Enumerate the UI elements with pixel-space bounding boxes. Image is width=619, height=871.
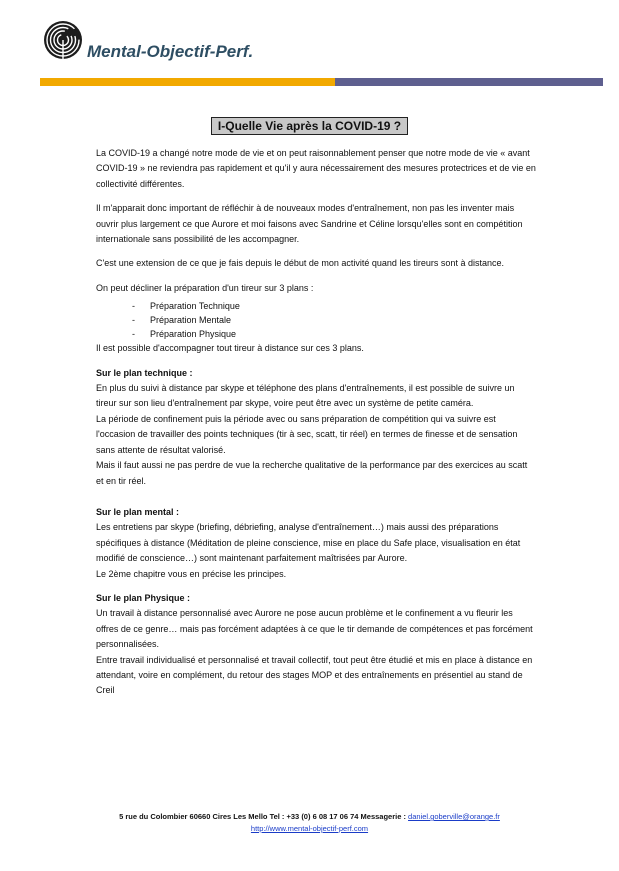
website-link[interactable]: http://www.mental-objectif-perf.com bbox=[250, 824, 369, 833]
paragraph: Le 2ème chapitre vous en précise les principes. bbox=[96, 568, 287, 579]
page-title: I-Quelle Vie après la COVID-19 ? bbox=[211, 117, 408, 135]
paragraph: Entre travail individualisé et personnalisé et travail collectif, tout peut être étudié et mis en place à distance en attendant, voire en complément, du retour des stages MOP et des entraînements en présentiel au stand de Creil bbox=[96, 654, 533, 696]
paragraph: Il est possible d'accompagner tout tireur à distance sur ces 3 plans. bbox=[96, 343, 364, 354]
paragraph: Un travail à distance personnalisé avec Aurore ne pose aucun problème et le confinement a vu fleurir les offres de ce genre… mais pas forcément adaptées à ce que le tir demande de compétences et pas forcément personnalisées. bbox=[96, 608, 533, 650]
list-item: - Préparation Technique bbox=[132, 299, 536, 313]
footer bbox=[0, 811, 619, 835]
paragraph: Les entretiens par skype (briefing, débriefing, analyse d'entraînement…) mais aussi des préparations spécifiques à distance (Méditation de pleine conscience, mise en place du Safe place, visualisation en état modifié de conscience…) sont maintenant parfaitement maîtrisées par Aurore. bbox=[96, 522, 521, 564]
section-heading-technique: Sur le plan technique : bbox=[96, 367, 193, 378]
list-item: - Préparation Mentale bbox=[132, 313, 536, 327]
section-heading-mental: Sur le plan mental : bbox=[96, 506, 180, 517]
section-heading-physique: Sur le plan Physique : bbox=[96, 592, 191, 603]
paragraph: La COVID-19 a changé notre mode de vie et on peut raisonnablement penser que notre mode de vie « avant COVID-19 » ne reviendra pas rapidement et qu'il y aura nécessairement des mesures protectrices et de vie en collectivité différentes. bbox=[96, 148, 536, 189]
paragraph: Mais il faut aussi ne pas perdre de vue la recherche qualitative de la performance par des exercices au scatt et en tir réel. bbox=[96, 460, 528, 486]
title-wrap bbox=[0, 117, 619, 135]
paragraph: La période de confinement puis la période avec ou sans préparation de compétition qui va suivre est l'occasion de travailler des points techniques (tir à sec, scatt, tir réel) en termes de finesse et de sensation sans attente de résultat valorisé. bbox=[96, 413, 518, 455]
paragraph: En plus du suivi à distance par skype et téléphone des plans d'entraînements, il est possible de suivre un tireur sur son lieu d'entraînement par skype, voire peut être avec un système de petite caméra. bbox=[96, 383, 515, 409]
document-body bbox=[96, 146, 536, 699]
header-bars bbox=[40, 78, 603, 86]
footer-address: 5 rue du Colombier 60660 Cires Les Mello Tel : +33 (0) 6 08 17 06 74 Messagerie : bbox=[119, 812, 409, 821]
brand-name: Mental-Objectif-Perf. bbox=[87, 42, 254, 61]
plans-list bbox=[96, 299, 536, 341]
labyrinth-logo-icon bbox=[43, 20, 83, 60]
orange-bar bbox=[40, 78, 335, 86]
navy-bar bbox=[335, 78, 603, 86]
footer-address-line bbox=[0, 811, 619, 823]
paragraph: Il m'apparait donc important de réfléchir à de nouveaux modes d'entraînement, non pas les inventer mais ouvrir plus largement ce que Aurore et moi faisons avec Sandrine et Céline lorsqu'elles sont en compétition internationale sans possibilité de les accompagner. bbox=[96, 203, 523, 245]
email-link[interactable]: daniel.goberville@orange.fr bbox=[408, 812, 500, 821]
footer-website-line bbox=[0, 823, 619, 835]
paragraph: On peut décliner la préparation d'un tireur sur 3 plans : bbox=[96, 282, 314, 293]
paragraph: C'est une extension de ce que je fais depuis le début de mon activité quand les tireurs sont à distance. bbox=[96, 258, 504, 269]
list-item: - Préparation Physique bbox=[132, 327, 536, 341]
